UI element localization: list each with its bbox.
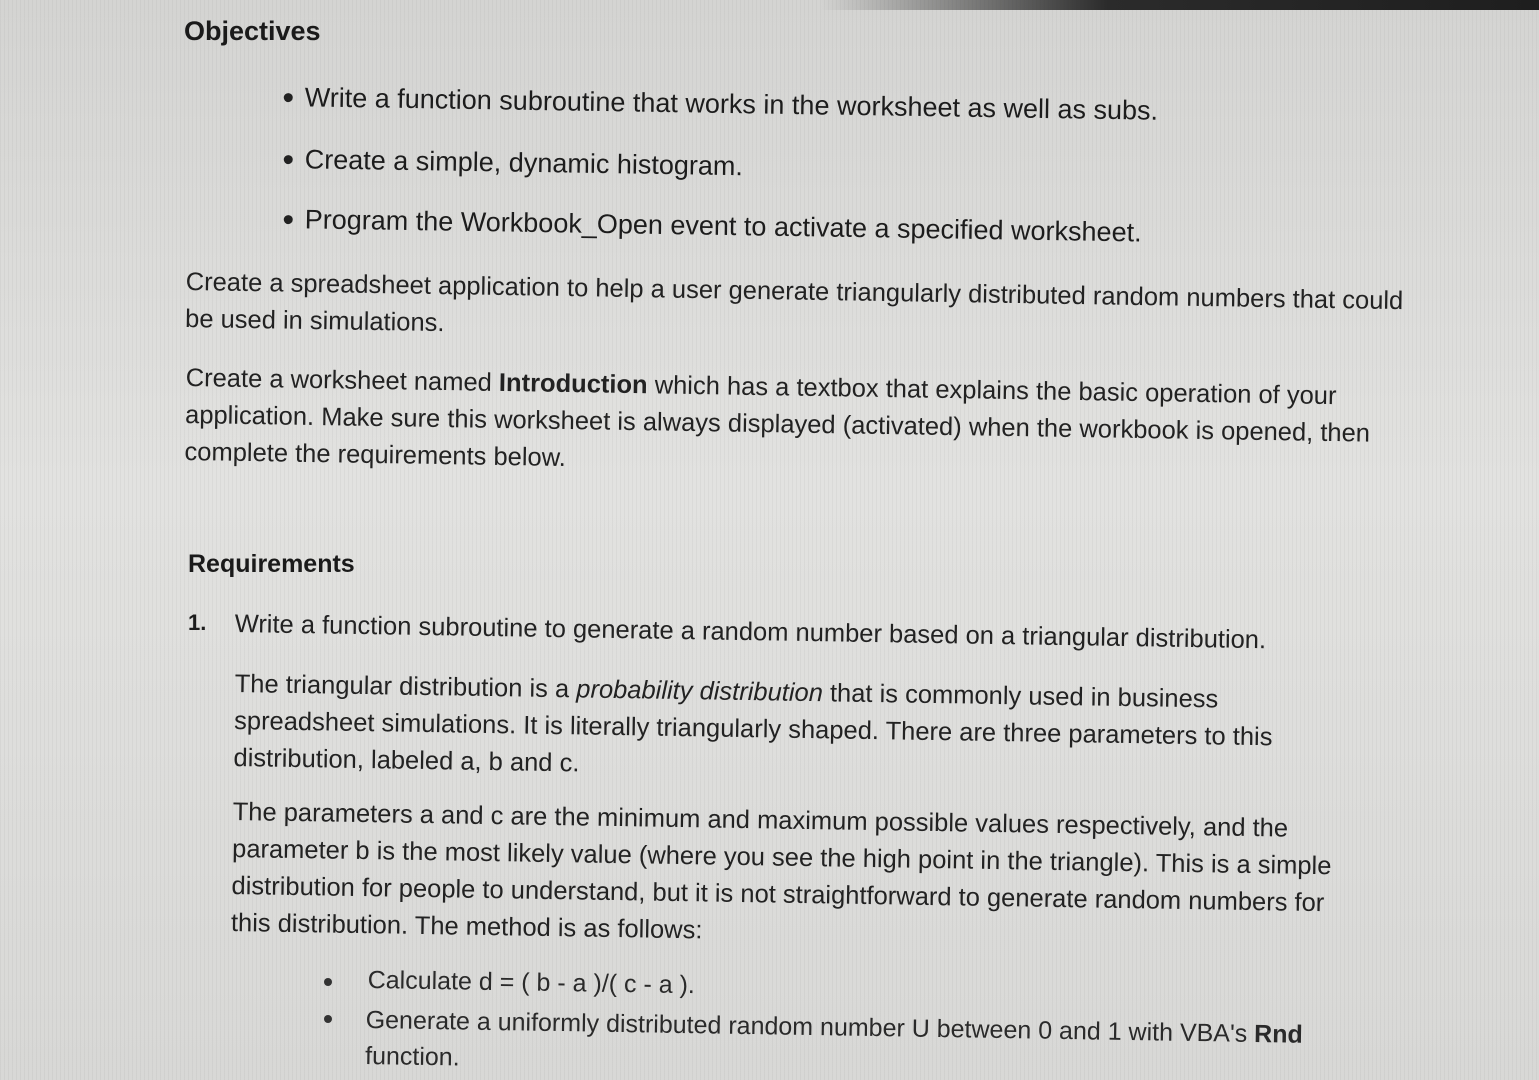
- intro-worksheet-paragraph: Create a worksheet named Introduction which has a textbox that explains the basic operation of your application. Make sure this worksheet is always displayed (activated) when the workbook is opened, then complete the requirements below.: [184, 363, 1371, 472]
- method-step: Calculate d = ( b - a )/( c - a ).: [367, 965, 696, 1000]
- intro-paragraph: Create a spreadsheet application to help a user generate triangularly distributed random numbers that could be used in simulations.: [184, 267, 1404, 338]
- worksheet-name: Introduction: [498, 368, 648, 400]
- parameters-description: The parameters a and c are the minimum and maximum possible values respectively, and the parameter b is the most likely value (where you see the high point in the triangle). This is a simple distribution for people to understand, but it is not straightforward to generate random numbers for this distribution. The method is as follows:: [230, 797, 1332, 945]
- objectives-heading: Objectives: [184, 16, 321, 46]
- probability-distribution-term: probability distribution: [576, 675, 824, 708]
- requirement-number: 1.: [188, 610, 207, 635]
- objective-item: Create a simple, dynamic histogram.: [284, 144, 744, 182]
- method-step: Generate a uniformly distributed random number U between 0 and 1 with VBA's Rnd function.: [364, 1005, 1304, 1072]
- rnd-function-name: Rnd: [1253, 1019, 1304, 1049]
- document-page: [180, 0, 1420, 1080]
- bullet-icon: [324, 978, 332, 986]
- objective-item: Program the Workbook_Open event to activate a specified worksheet.: [284, 204, 1142, 248]
- objective-item: Write a function subroutine that works in the worksheet as well as subs.: [284, 82, 1159, 127]
- requirements-heading: Requirements: [188, 550, 355, 578]
- bullet-icon: [284, 215, 293, 224]
- bullet-icon: [324, 1015, 332, 1023]
- triangular-description: The triangular distribution is a probability distribution that is commonly used in business spreadsheet simulations. It is literally triangularly shaped. There are three parameters to this distribution, labeled a, b and c.: [233, 669, 1273, 778]
- bullet-icon: [284, 93, 293, 102]
- requirement-text: Write a function subroutine to generate a random number based on a triangular distribution.: [234, 609, 1267, 655]
- bullet-icon: [284, 155, 293, 164]
